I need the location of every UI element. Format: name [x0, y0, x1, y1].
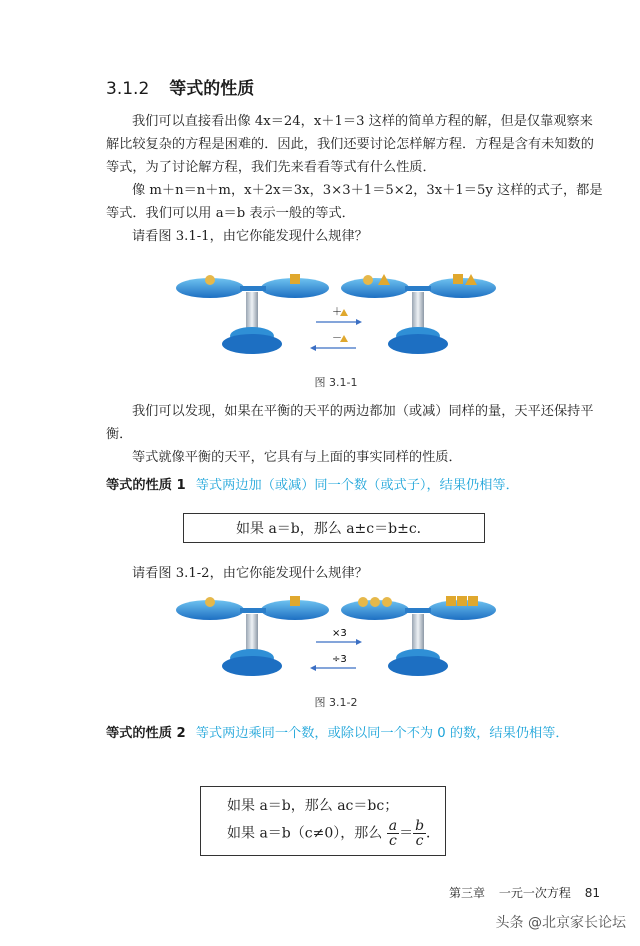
formula-2-prefix: 如果 a＝b（c≠0），那么: [227, 825, 383, 842]
cube-shape: [290, 274, 300, 284]
ball-shape: [205, 275, 215, 285]
watermark: 头条 @北京家长论坛: [495, 915, 626, 931]
figure-1-arrow-top-label: ＋: [332, 307, 342, 318]
figure-2-arrow-top-label: ×3: [332, 628, 347, 639]
property-2: [106, 722, 606, 745]
property-2-label: 等式的性质 2: [106, 726, 186, 741]
property-2-formula-box: [200, 786, 446, 856]
prompt-2: [106, 562, 606, 585]
figure-2-balances: [170, 590, 500, 690]
footer-chapter-title: 一元一次方程: [498, 886, 571, 900]
section-heading: [106, 74, 254, 99]
page-footer: [439, 884, 600, 901]
footer-chapter: 第三章: [449, 886, 486, 900]
paragraph-3: 请看图 3.1-1，由它你能发现什么规律？: [132, 229, 368, 244]
fraction-a-numerator: a: [388, 818, 398, 834]
balance-right-2: [341, 596, 496, 676]
balance-left: [176, 274, 329, 354]
property-2-formula-2: [227, 819, 445, 848]
intro-paragraphs: [106, 110, 606, 248]
property-1-text: 等式两边加（或减）同一个数（或式子），结果仍相等．: [195, 478, 519, 493]
property-1-label: 等式的性质 1: [106, 478, 186, 493]
paragraph-6: 请看图 3.1-2，由它你能发现什么规律？: [132, 566, 368, 581]
property-1-formula: 如果 a＝b，那么 a±c＝b±c．: [236, 521, 431, 537]
paragraph-4: 我们可以发现，如果在平衡的天平的两边都加（或减）同样的量，天平还保持平衡．: [106, 404, 594, 442]
formula-2-suffix: ．: [426, 825, 441, 842]
fraction-b-over-c: [413, 819, 426, 848]
figure-2-caption: 图 3.1-2: [314, 696, 358, 709]
property-1-formula-box: [183, 513, 485, 543]
figure-1-arrow-bottom-label: －: [332, 333, 342, 344]
figure-1-caption: 图 3.1-1: [314, 376, 358, 389]
fraction-b-denominator: c: [415, 833, 424, 849]
fraction-b-numerator: b: [415, 818, 425, 834]
balance-right: [341, 274, 496, 354]
property-2-text: 等式两边乘同一个数，或除以同一个不为 0 的数，结果仍相等．: [195, 726, 569, 741]
property-1: [106, 474, 606, 497]
observation-paragraphs: [106, 400, 606, 469]
balance-left-2: [176, 596, 329, 676]
formula-2-equals: ＝: [399, 825, 414, 842]
property-2-formula-1: 如果 a＝b，那么 ac＝bc；: [227, 798, 399, 814]
paragraph-1: 我们可以直接看出像 4x＝24，x＋1＝3 这样的简单方程的解，但是仅靠观察来解比较复杂的方程是困难的．因此，我们还要讨论怎样解方程．方程是含有未知数的等式，为了讨论解方程，我们先来看看等式有什么性质．: [106, 114, 594, 175]
paragraph-2: 像 m＋n＝n＋m，x＋2x＝3x，3×3＋1＝5×2，3x＋1＝5y 这样的式子，都是等式．我们可以用 a＝b 表示一般的等式．: [106, 183, 603, 221]
section-title: 等式的性质: [169, 79, 255, 99]
paragraph-5: 等式就像平衡的天平，它具有与上面的事实同样的性质．: [132, 450, 462, 465]
fraction-a-over-c: [387, 819, 399, 848]
fraction-a-denominator: c: [388, 833, 397, 849]
footer-page-number: 81: [584, 886, 600, 900]
figure-2-arrow-bottom-label: ÷3: [332, 654, 347, 665]
section-number: 3.1.2: [106, 79, 150, 99]
figure-1-balances: [170, 262, 500, 372]
